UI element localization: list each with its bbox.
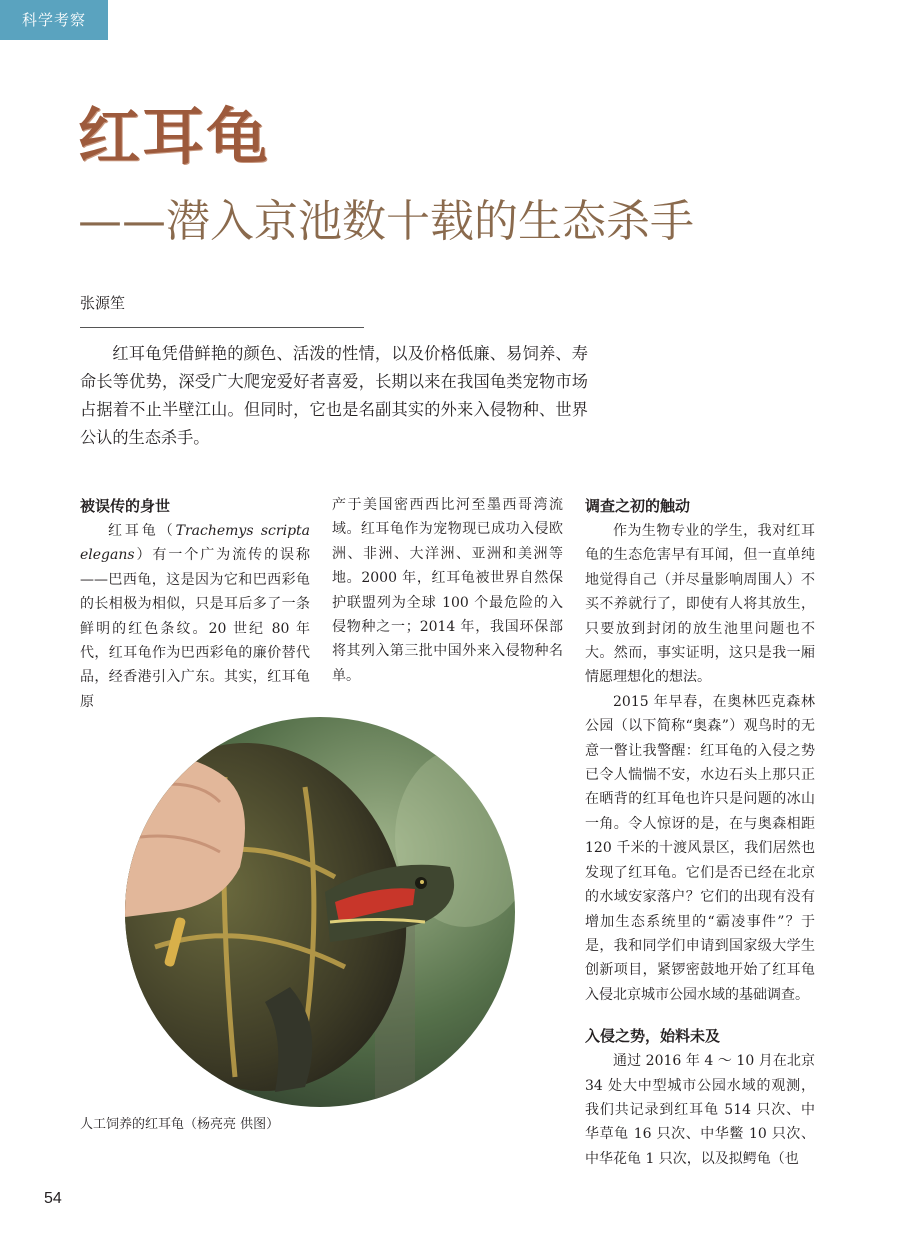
page-number: 54 (44, 1190, 62, 1207)
section-tag: 科学考察 (0, 0, 108, 40)
body-paragraph: 2015 年早春，在奥林匹克森林公园（以下简称“奥森”）观鸟时的无意一瞥让我警醒：红耳龟的入侵之势已令人惴惴不安，水边石头上那只正在晒背的红耳龟也许只是问题的冰山一角。令人惊讶的是，在与奥森相距 120 千米的十渡风景区，我们居然也发现了红耳龟。它们是否已经在北京的水域安家落户？它们的出现有没有增加生态系统里的“霸凌事件”？于是，我和同学们申请到国家级大学生创新项目，紧锣密鼓地开始了红耳龟入侵北京城市公园水域的基础调查。 (585, 693, 815, 1003)
author-name: 张源笙 (80, 294, 126, 312)
body-paragraph: 红耳龟（Trachemys scripta elegans）有一个广为流传的误称——巴西龟，这是因为它和巴西彩龟的长相极为相似，只是耳后多了一条鲜明的红色条纹。20 世纪 80 年代，红耳龟作为巴西彩龟的廉价替代品，经香港引入广东。其实，红耳龟原 (80, 523, 310, 710)
latin-name: Trachemys scripta elegans (80, 523, 310, 564)
figure-caption: 人工饲养的红耳龟（杨亮亮 供图） (80, 1117, 280, 1132)
section-heading: 被误传的身世 (80, 497, 171, 515)
section-heading: 调查之初的触动 (585, 497, 691, 515)
article-subtitle: ——潜入京池数十载的生态杀手 (78, 196, 694, 247)
body-paragraph: 通过 2016 年 4 ～ 10 月在北京 34 处大中型城市公园水域的观测，我们共记录到红耳龟 514 只次、中华草龟 16 只次、中华鳖 10 只次、中华花龟 1 只次，以及拟鳄龟（也 (585, 1053, 815, 1167)
author-divider (80, 327, 364, 328)
section-heading: 入侵之势，始料未及 (585, 1027, 721, 1046)
body-paragraph: 作为生物专业的学生，我对红耳龟的生态危害早有耳闻，但一直单纯地觉得自己（并尽量影响周围人）不买不养就行了，即使有人将其放生，只要放到封闭的放生池里问题也不大。然而，事实证明，这只是我一厢情愿理想化的想法。 (585, 523, 815, 686)
lead-paragraph: 红耳龟凭借鲜艳的颜色、活泼的性情，以及价格低廉、易饲养、寿命长等优势，深受广大爬宠爱好者喜爱，长期以来在我国龟类宠物市场占据着不止半壁江山。但同时，它也是名副其实的外来入侵物种、世界公认的生态杀手。 (80, 344, 588, 447)
body-paragraph: 产于美国密西西比河至墨西哥湾流域。红耳龟作为宠物现已成功入侵欧洲、非洲、大洋洲、亚洲和美洲等地。2000 年，红耳龟被世界自然保护联盟列为全球 100 个最危险的入侵物种之一；2014 年，我国环保部将其列入第三批中国外来入侵物种名单。 (332, 497, 563, 684)
column-2 (332, 493, 563, 688)
article-title: 红耳龟 (78, 100, 271, 173)
turtle-photo (125, 717, 515, 1107)
column-3 (585, 493, 815, 1171)
column-1 (80, 493, 310, 714)
